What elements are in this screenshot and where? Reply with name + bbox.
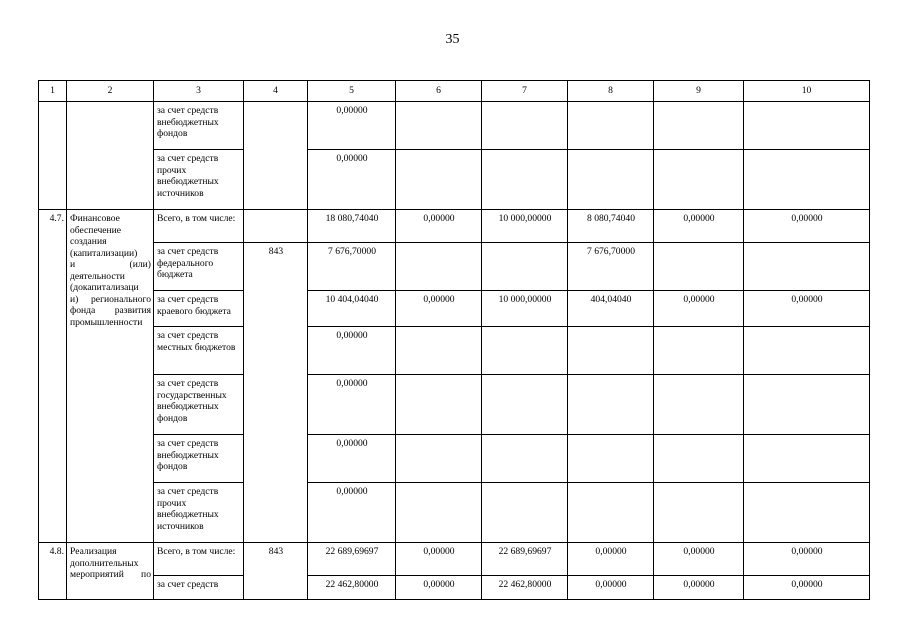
- value-cell: 0,00000: [744, 576, 870, 600]
- page-number: 35: [445, 32, 460, 47]
- value-cell: [744, 150, 870, 210]
- column-number: 3: [154, 81, 244, 102]
- table-row: [39, 576, 870, 600]
- total-value: 22 689,69697: [308, 543, 396, 576]
- code-cell: 843: [244, 543, 308, 600]
- column-number: 1: [39, 81, 67, 102]
- value-cell: 0,00000: [396, 576, 482, 600]
- value-cell: [654, 327, 744, 375]
- measure-name-line: и) регионального: [70, 293, 151, 305]
- funding-source-label: за счет средств федерального бюджета: [154, 243, 244, 291]
- column-number: 10: [744, 81, 870, 102]
- table-row: [39, 483, 870, 543]
- value-cell: [744, 102, 870, 150]
- column-number: 4: [244, 81, 308, 102]
- value-cell: 0,00000: [568, 543, 654, 576]
- total-value: 0,00000: [308, 435, 396, 483]
- value-cell: [568, 483, 654, 543]
- value-cell: [744, 375, 870, 435]
- value-cell: [396, 483, 482, 543]
- total-value: 18 080,74040: [308, 210, 396, 243]
- code-cell: [244, 210, 308, 243]
- measure-name-cell: [67, 210, 154, 543]
- value-cell: 404,04040: [568, 291, 654, 327]
- row-number-cell: [39, 102, 67, 210]
- measure-name-line: обеспечение: [70, 224, 122, 236]
- row-number-cell: 4.7.: [39, 210, 67, 543]
- table-row: [39, 327, 870, 375]
- funding-source-label: за счет средств государственных внебюджетных фондов: [154, 375, 244, 435]
- total-value: 7 676,70000: [308, 243, 396, 291]
- table-row: [39, 210, 870, 243]
- funding-source-label: Всего, в том числе:: [154, 210, 244, 243]
- row-number-cell: 4.8.: [39, 543, 67, 600]
- value-cell: [482, 375, 568, 435]
- value-cell: [482, 483, 568, 543]
- value-cell: [654, 483, 744, 543]
- measure-name-line: мероприятий по: [70, 569, 151, 580]
- value-cell: 0,00000: [744, 543, 870, 576]
- code-cell: [244, 102, 308, 210]
- budget-table: [38, 80, 870, 600]
- measure-name-line: и (или): [70, 259, 151, 270]
- value-cell: [568, 102, 654, 150]
- value-cell: [482, 327, 568, 375]
- table-row: [39, 243, 870, 291]
- table-row: [39, 102, 870, 150]
- value-cell: [654, 435, 744, 483]
- column-number: 7: [482, 81, 568, 102]
- column-number-row: [39, 81, 870, 102]
- value-cell: 0,00000: [396, 291, 482, 327]
- value-cell: 10 000,00000: [482, 210, 568, 243]
- total-value: 0,00000: [308, 150, 396, 210]
- column-number: 9: [654, 81, 744, 102]
- value-cell: [396, 375, 482, 435]
- total-value: 0,00000: [308, 327, 396, 375]
- funding-source-label: за счет средств прочих внебюджетных источников: [154, 483, 244, 543]
- value-cell: 0,00000: [396, 210, 482, 243]
- funding-source-label: за счет средств внебюджетных фондов: [154, 102, 244, 150]
- value-cell: [744, 327, 870, 375]
- value-cell: 0,00000: [654, 543, 744, 576]
- value-cell: [654, 243, 744, 291]
- value-cell: [396, 435, 482, 483]
- measure-name-cell: [67, 102, 154, 210]
- value-cell: 0,00000: [744, 291, 870, 327]
- measure-name-line: дополнительных: [70, 557, 139, 569]
- value-cell: [482, 435, 568, 483]
- value-cell: [568, 375, 654, 435]
- value-cell: [396, 327, 482, 375]
- column-number: 6: [396, 81, 482, 102]
- value-cell: [482, 102, 568, 150]
- value-cell: 22 462,80000: [482, 576, 568, 600]
- table-row: [39, 150, 870, 210]
- value-cell: [654, 102, 744, 150]
- table-row: [39, 291, 870, 327]
- funding-source-label: за счет средств краевого бюджета: [154, 291, 244, 327]
- value-cell: 22 689,69697: [482, 543, 568, 576]
- column-number: 5: [308, 81, 396, 102]
- measure-name-line: Финансовое: [70, 213, 120, 224]
- value-cell: [744, 435, 870, 483]
- value-cell: [744, 483, 870, 543]
- value-cell: [568, 150, 654, 210]
- value-cell: [744, 243, 870, 291]
- measure-name-cell: [67, 543, 154, 600]
- measure-name-line: фонда развития: [70, 305, 151, 316]
- value-cell: [396, 150, 482, 210]
- total-value: 22 462,80000: [308, 576, 396, 600]
- value-cell: 0,00000: [654, 210, 744, 243]
- measure-name-line: (капитализации): [70, 247, 138, 259]
- column-number: 2: [67, 81, 154, 102]
- value-cell: [482, 243, 568, 291]
- funding-source-label: за счет средств: [154, 576, 244, 600]
- funding-source-label: за счет средств местных бюджетов: [154, 327, 244, 375]
- value-cell: 8 080,74040: [568, 210, 654, 243]
- total-value: 0,00000: [308, 102, 396, 150]
- value-cell: [654, 375, 744, 435]
- measure-name-line: деятельности: [70, 270, 125, 282]
- value-cell: [654, 150, 744, 210]
- column-number: 8: [568, 81, 654, 102]
- funding-source-label: Всего, в том числе:: [154, 543, 244, 576]
- total-value: 10 404,04040: [308, 291, 396, 327]
- funding-source-label: за счет средств прочих внебюджетных источников: [154, 150, 244, 210]
- funding-source-label: за счет средств внебюджетных фондов: [154, 435, 244, 483]
- value-cell: 0,00000: [744, 210, 870, 243]
- value-cell: 0,00000: [396, 543, 482, 576]
- measure-name-line: (докапитализаци: [70, 282, 139, 293]
- value-cell: [396, 243, 482, 291]
- value-cell: [568, 327, 654, 375]
- value-cell: [482, 150, 568, 210]
- measure-name-line: создания: [70, 236, 107, 247]
- value-cell: 0,00000: [654, 576, 744, 600]
- value-cell: [568, 435, 654, 483]
- table-row: [39, 435, 870, 483]
- measure-name-line: промышленности: [70, 316, 143, 328]
- total-value: 0,00000: [308, 375, 396, 435]
- measure-name-line: Реализация: [70, 546, 117, 557]
- value-cell: 7 676,70000: [568, 243, 654, 291]
- table-row: [39, 375, 870, 435]
- value-cell: 0,00000: [568, 576, 654, 600]
- value-cell: 0,00000: [654, 291, 744, 327]
- value-cell: 10 000,00000: [482, 291, 568, 327]
- table-row: [39, 543, 870, 576]
- value-cell: [396, 102, 482, 150]
- total-value: 0,00000: [308, 483, 396, 543]
- code-cell: 843: [244, 243, 308, 543]
